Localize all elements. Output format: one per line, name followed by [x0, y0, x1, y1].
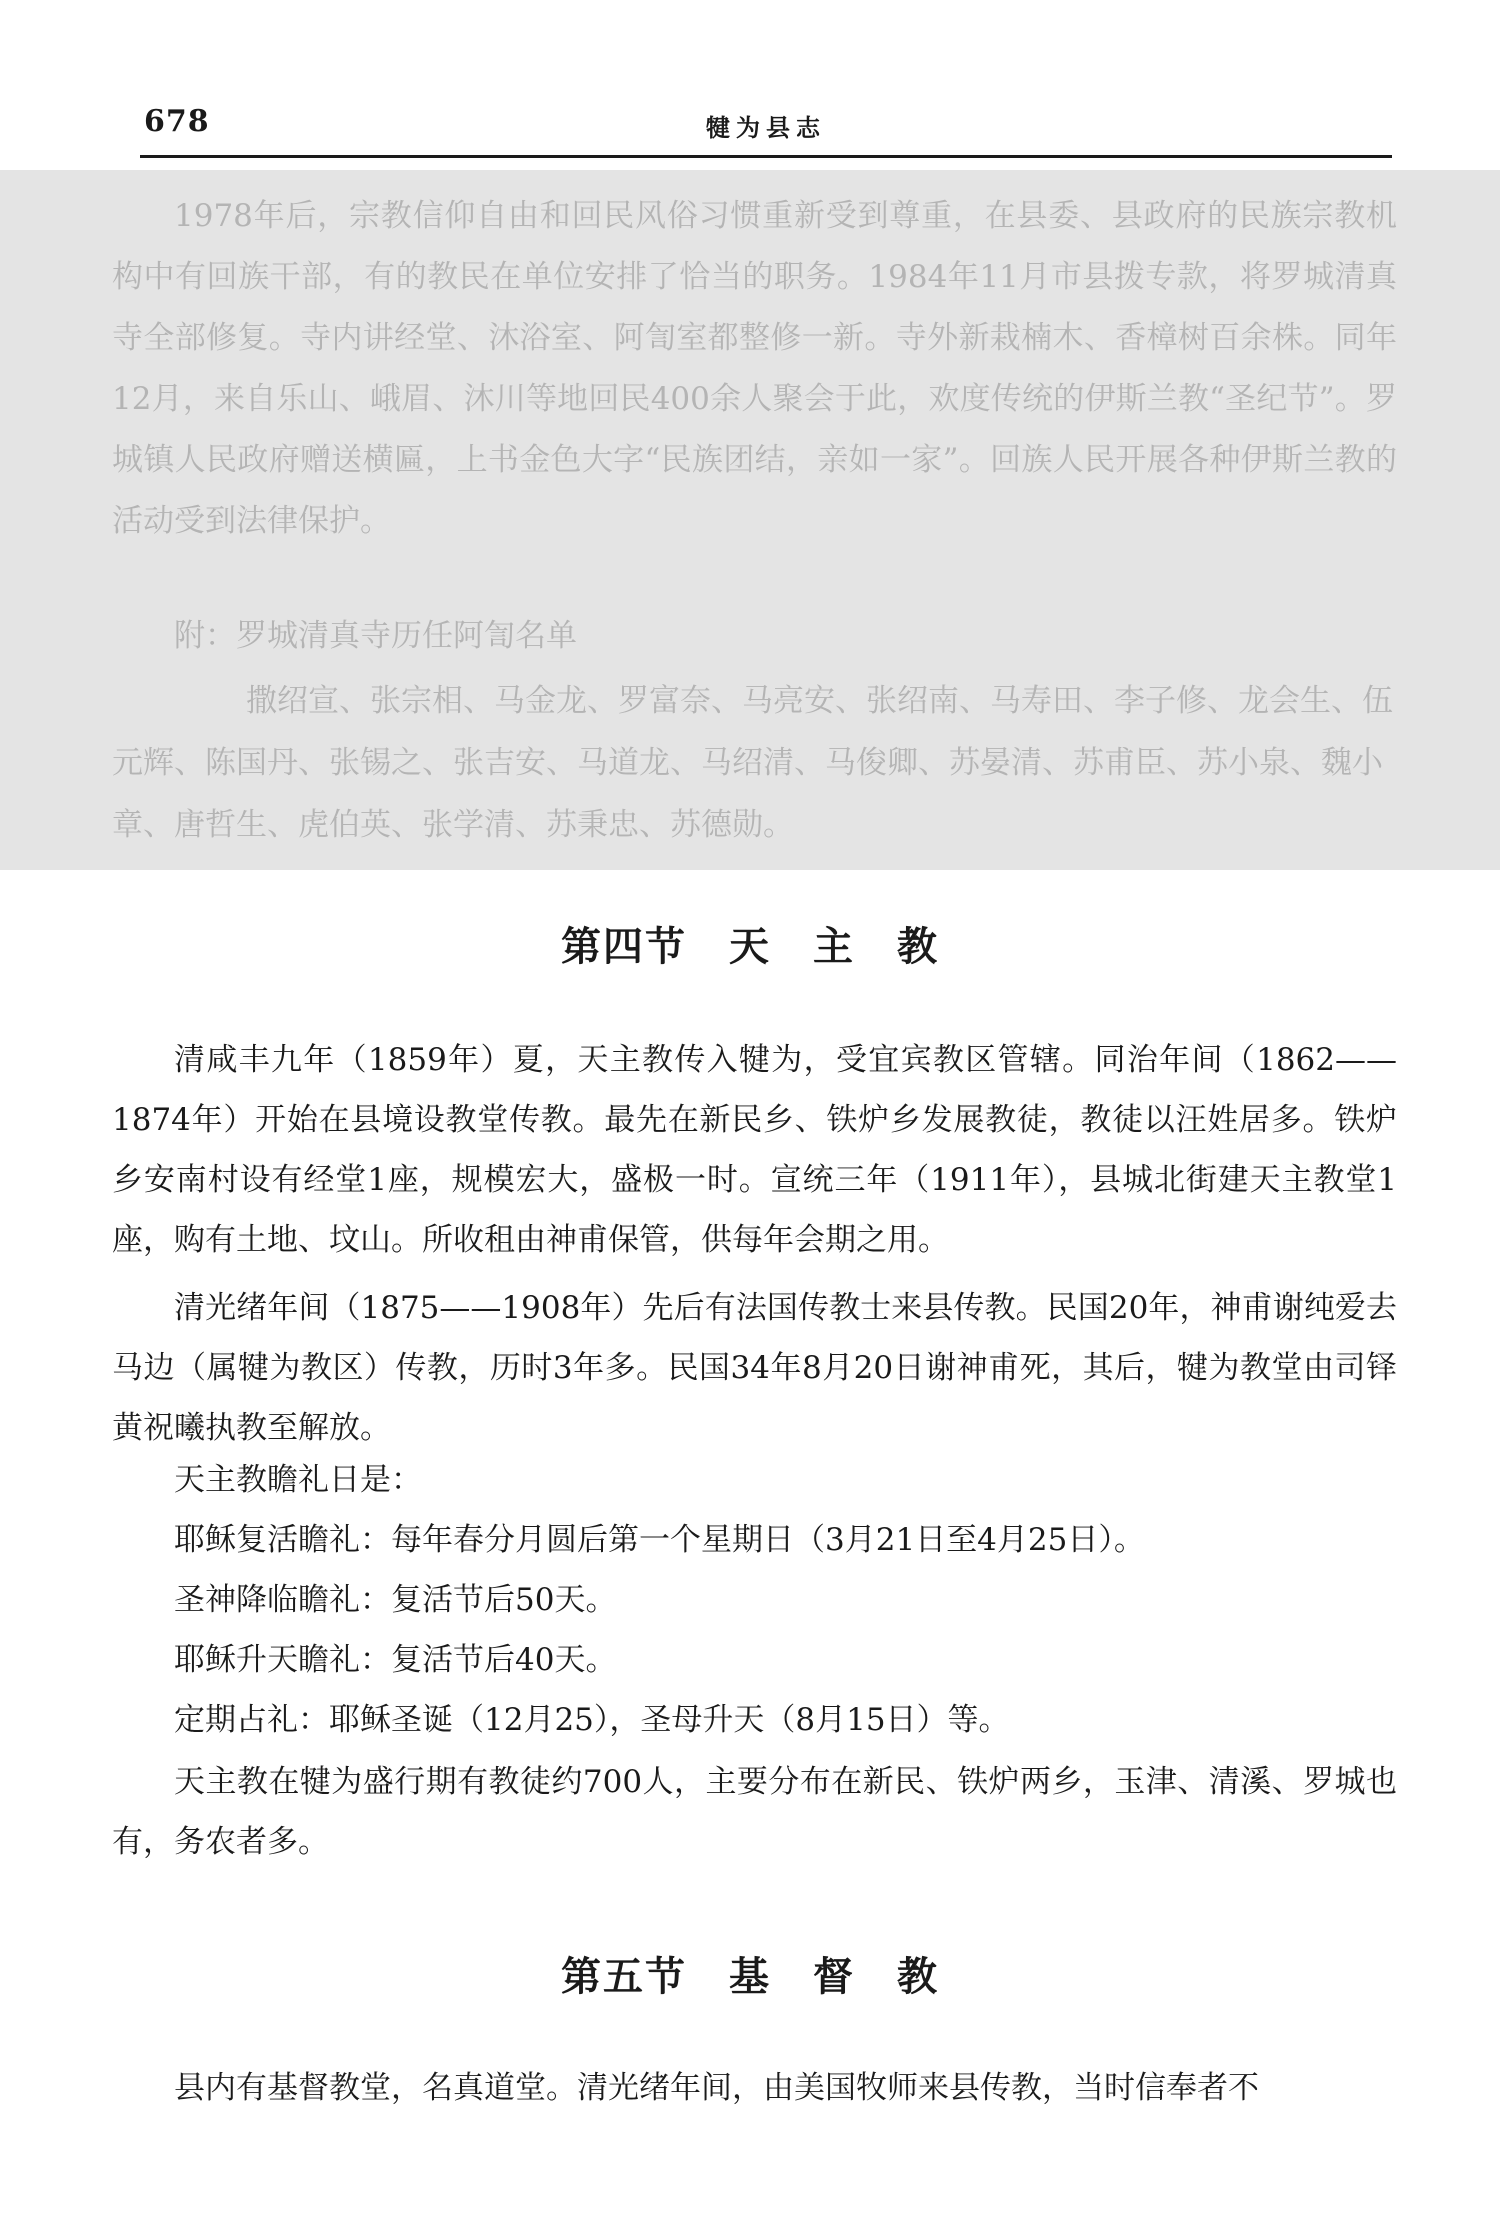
section4-line-1: 天主教瞻礼日是： [174, 1462, 422, 1498]
section4-line-5: 定期占礼：耶稣圣诞（12月25），圣母升天（8月15日）等。 [174, 1702, 1010, 1738]
section4-paragraph-1: 清咸丰九年（1859年）夏，天主教传入犍为，受宜宾教区管辖。同治年间（1862——1874年）开始在县境设教堂传教。最先在新民乡、铁炉乡发展教徒，教徒以汪姓居多。铁炉乡安南村设有经堂1座，规模宏大，盛极一时。宣统三年（1911年），县城北街建天主教堂1座，购有土地、坟山。所收租由神甫保管，供每年会期之用。 [112, 1042, 1397, 1258]
page-number: 678 [144, 104, 210, 139]
section4-paragraph-3: 天主教在犍为盛行期有教徒约700人，主要分布在新民、铁炉两乡，玉津、清溪、罗城也有，务农者多。 [112, 1764, 1397, 1860]
section4-line-4: 耶稣升天瞻礼：复活节后40天。 [174, 1642, 617, 1678]
book-title: 犍为县志 [706, 113, 826, 142]
header-rule [140, 155, 1392, 158]
section4-line-3: 圣神降临瞻礼：复活节后50天。 [174, 1582, 617, 1618]
appendix-names: 撒绍宣、张宗相、马金龙、罗富奈、马亮安、张绍南、马寿田、李子修、龙会生、伍元辉、陈国丹、张锡之、张吉安、马道龙、马绍清、马俊卿、苏晏清、苏甫臣、苏小泉、魏小章、唐哲生、虎伯英、张学清、苏秉忠、苏德勋。 [112, 683, 1393, 843]
appendix-title: 附：罗城清真寺历任阿訇名单 [174, 618, 577, 654]
section4-title: 第四节 天 主 教 [561, 923, 939, 970]
page-header [140, 98, 1392, 158]
section4-paragraph-2: 清光绪年间（1875——1908年）先后有法国传教士来县传教。民国20年，神甫谢纯爱去马边（属犍为教区）传教，历时3年多。民国34年8月20日谢神甫死，其后，犍为教堂由司铎黄祝曦执教至解放。 [112, 1290, 1397, 1446]
faded-paragraph: 1978年后，宗教信仰自由和回民风俗习惯重新受到尊重，在县委、县政府的民族宗教机构中有回族干部，有的教民在单位安排了恰当的职务。1984年11月市县拨专款，将罗城清真寺全部修复。寺内讲经堂、沐浴室、阿訇室都整修一新。寺外新栽楠木、香樟树百余株。同年12月，来自乐山、峨眉、沐川等地回民400余人聚会于此，欢度传统的伊斯兰教“圣纪节”。罗城镇人民政府赠送横匾，上书金色大字“民族团结，亲如一家”。回族人民开展各种伊斯兰教的活动受到法律保护。 [112, 198, 1397, 539]
section5-title: 第五节 基 督 教 [561, 1953, 939, 2000]
section5-paragraph-1: 县内有基督教堂，名真道堂。清光绪年间，由美国牧师来县传教，当时信奉者不 [174, 2070, 1259, 2106]
section4-line-2: 耶稣复活瞻礼：每年春分月圆后第一个星期日（3月21日至4月25日）。 [174, 1522, 1145, 1558]
